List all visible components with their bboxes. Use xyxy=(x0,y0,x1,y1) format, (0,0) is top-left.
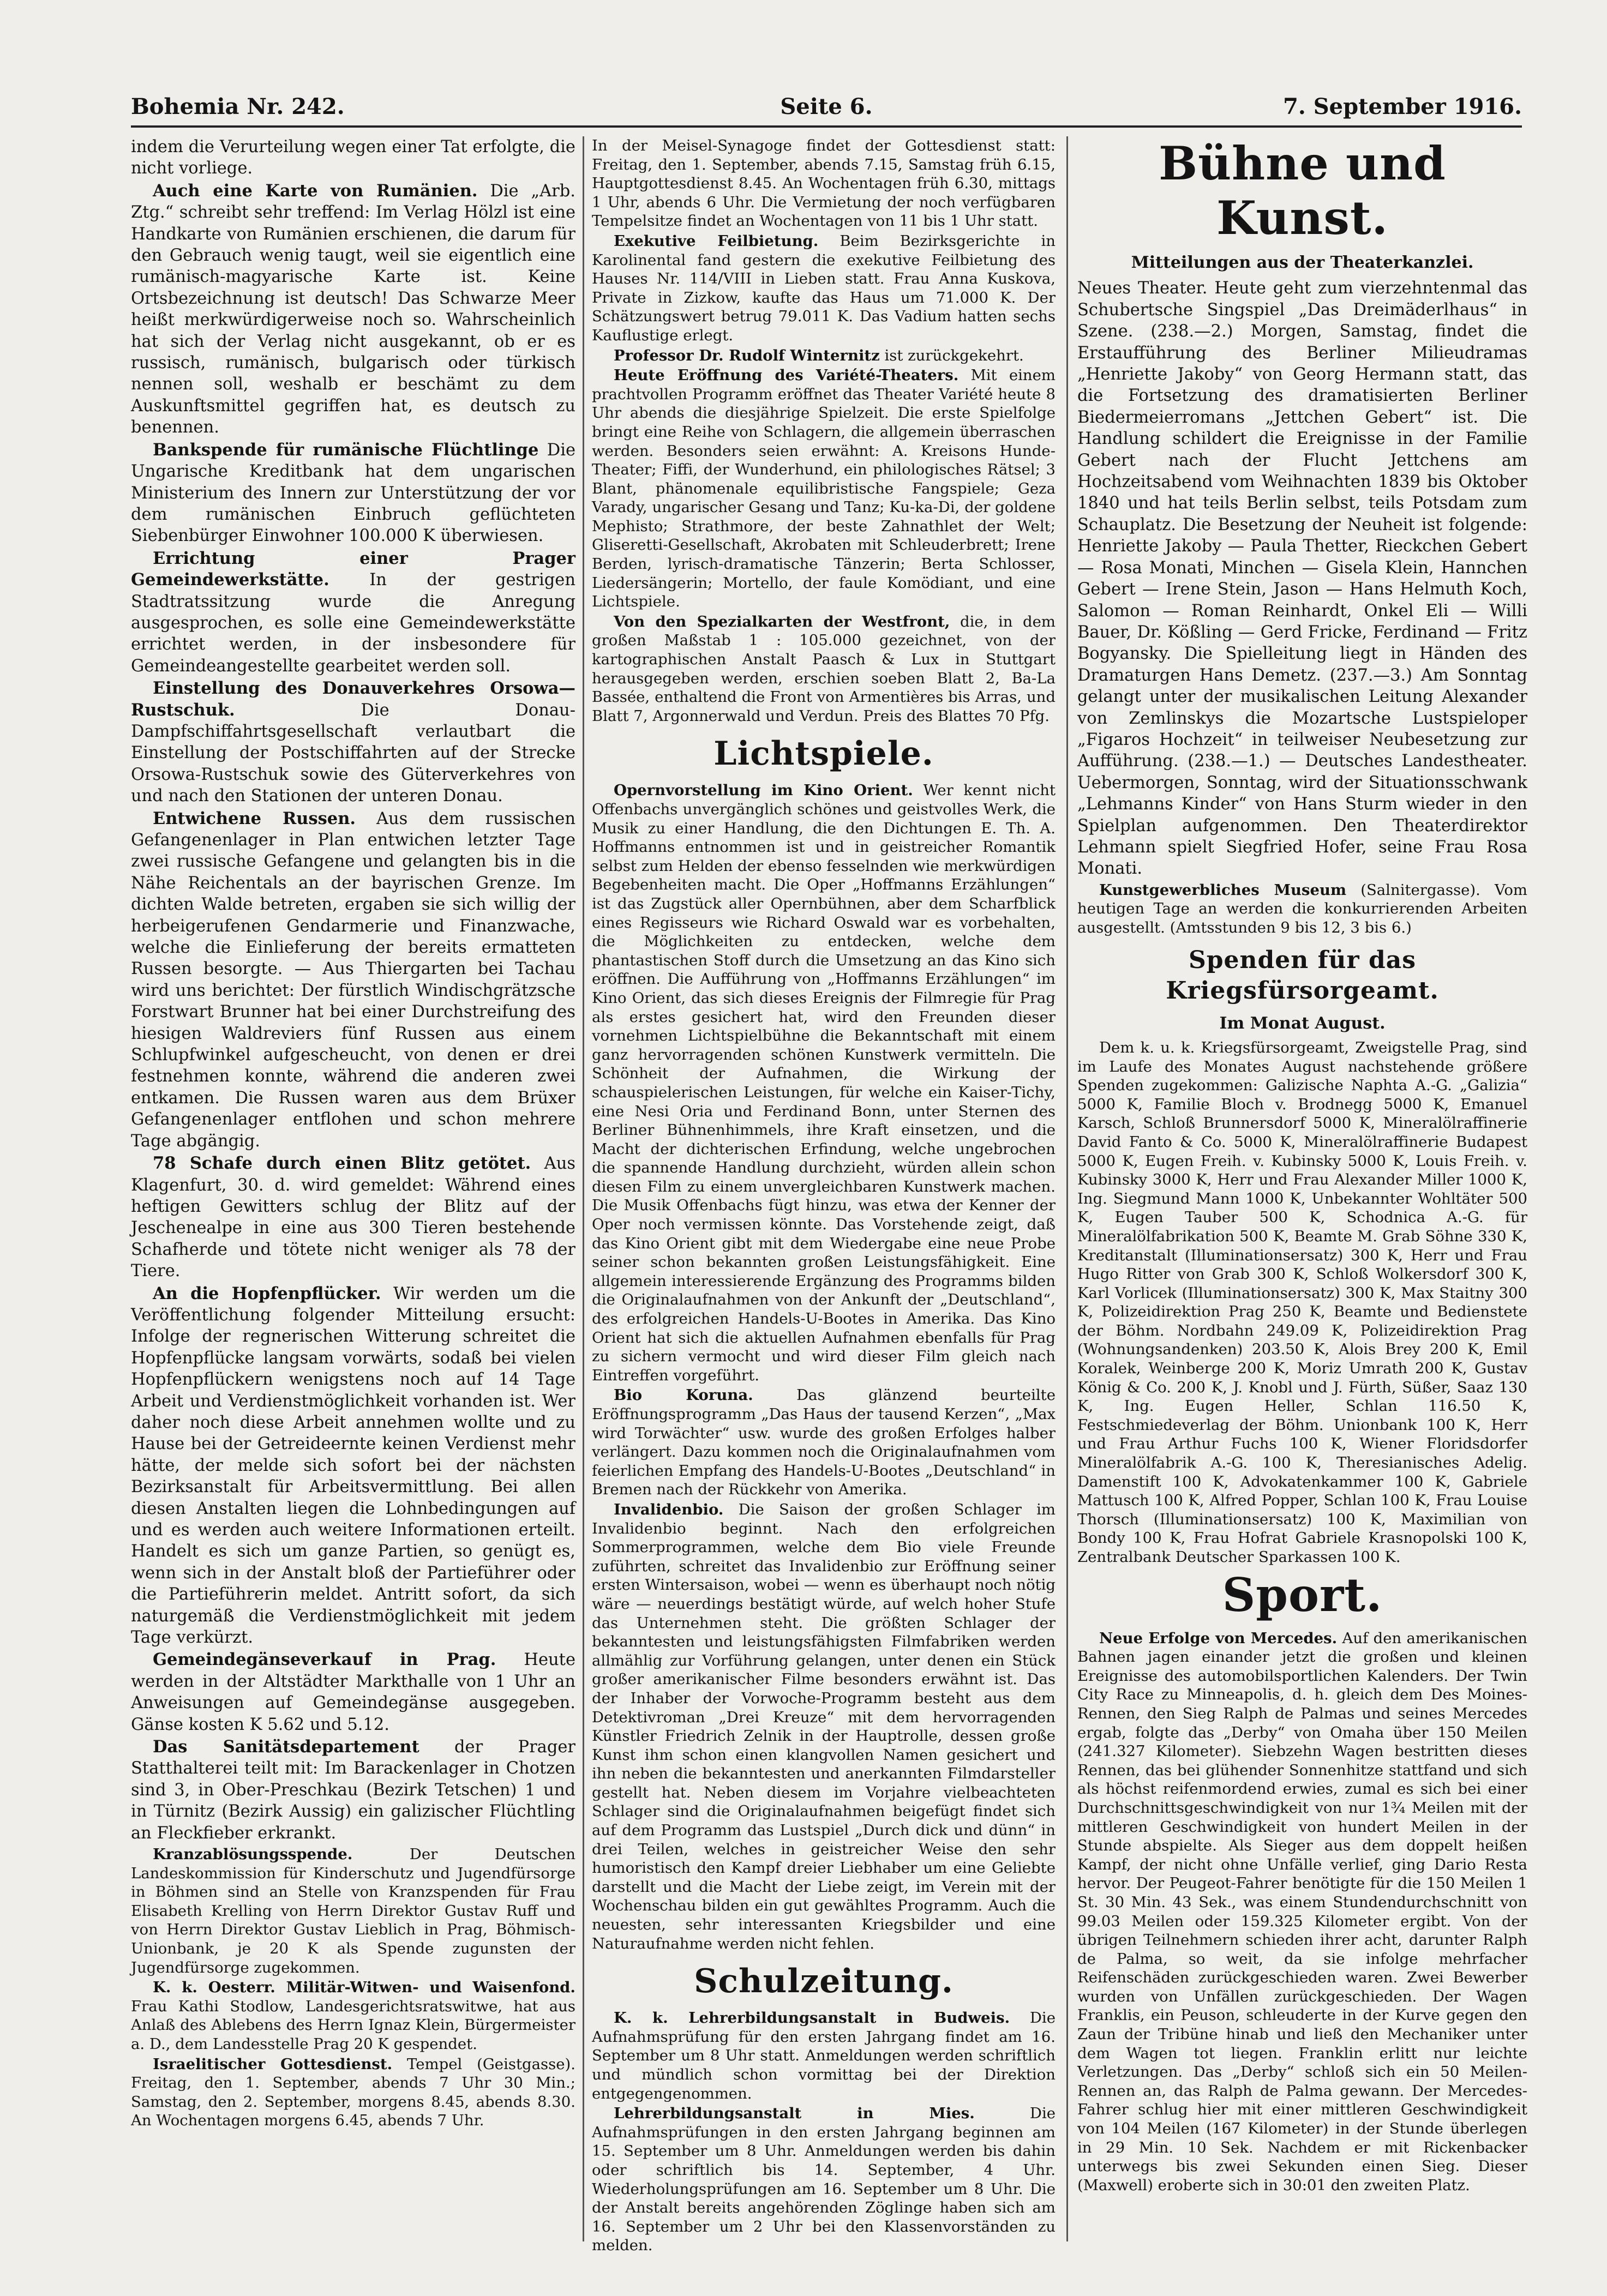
section-heading-lichtspiele: Lichtspiele. xyxy=(713,735,934,773)
article xyxy=(131,1649,575,1735)
article-text: Wer kennt nicht Offenbachs unvergänglich schönes und geistvolles Werk, die Musik zu einer Handlung, die den Dichtungen E. Th. A. Hoffmanns entnommen ist und in geistreicher Romantik selbst zum Helden der ebenso fesselnden wie merkwürdigen Begebenheiten macht. Die Oper „Hoffmanns Erzählungen“ ist das Zugstück aller Opernbühnen, aber dem Scharfblick eines Regisseurs wie Richard Oswald war es vorbehalten, die Möglichkeiten zu entdecken, welche dem phantastischen Stoff durch die Umsetzung an das Kino sich eröffnen. Die Aufführung von „Hoffmanns Erzählungen“ im Kino Orient, das sich dieses Ereignis der Filmregie für Prag als erstes gesichert hat, wird den Freunden dieser vornehmen Lichtspielbühne die Bekanntschaft mit einem ganz hervorragenden schönen Kunstwerk vermitteln. Die Schönheit der Aufnahmen, die Wirkung der schauspielerischen Leistungen, für welche ein Kaiser-Tichy, eine Nesi Oria und Ferdinand Bonn, unter Sternen des Berliner Bühnenhimmels, ihre Kraft einsetzen, und die Macht der dichterischen Erfindung, welche ungebrochen die spannende Handlung durchzieht, würden allein schon diesen Film zu einem unvergleichbaren Kunstwerk machen. Die Musik Offenbachs fügt hinzu, was etwa der Kenner der Oper noch vermissen könnte. Das Vorstehende zeigt, daß das Kino Orient gibt mit dem Wiedergabe eine neue Probe seiner schon bekannten großen Leistungsfähigkeit. Eine allgemein interessierende Ergänzung des Programms bilden die Originalaufnahmen von der Ankunft der „Deutschland“, des erfolgreichen Handels-U-Bootes in Amerika. Das Kino Orient hat sich die aktuellen Aufnahmen ebenfalls für Prag zu sichern vermocht und wird dieser Film gleich nach Eintreffen vorgeführt. xyxy=(592,782,1056,1384)
article-text: Der Deutschen Landeskommission für Kinderschutz und Jugendfürsorge in Böhmen sind an Stelle von Kranzspenden für Frau Elisabeth Krelling von Herrn Direktor Gustav Ruff und von Herrn Direktor Gustav Lieblich in Prag, Böhmisch-Unionbank, je 20 K als Spende zugunsten der Jugendfürsorge zugekommen. xyxy=(131,1846,575,1976)
article xyxy=(1077,1629,1527,2195)
article xyxy=(592,366,1056,611)
article-text: Die Aufnahmsprüfung für den ersten Jahrgang findet am 16. September um 8 Uhr statt. Anmeldungen werden schriftlich und mündlich schon vormittag bei der Direktion entgegengenommen. xyxy=(592,2009,1056,2102)
article xyxy=(131,548,575,677)
article-heading: Kunstgewerbliches Museum xyxy=(1099,881,1347,899)
article xyxy=(592,2009,1056,2103)
issue-date: 7. September 1916. xyxy=(1283,94,1522,119)
article xyxy=(131,1736,575,1844)
article-heading: Entwichene Russen. xyxy=(153,808,356,828)
article-text: Aus dem russischen Gefangenenlager in Plan entwichen letzter Tage zwei russische Gefangene und gelangten bis in die Nähe Reichentals an der bayrischen Grenze. Im dichten Walde betreten, ergaben sie sich willig der herbeigerufenen Gendarmerie und Finanzwache, welche die Einlieferung der bereits ermatteten Russen besorgte. — Aus Thiergarten bei Tachau wird uns berichtet: Der fürstlich Windischgrätzsche Forstwart Brunner hat bei einer Durchstreifung des hiesigen Waldreviers fünf Russen aus einem Schlupfwinkel aufgescheucht, von denen er drei festnehmen konnte, während die anderen zwei entkamen. Die Russen waren aus dem Brüxer Gefangenenlager entflohen und schon mehrere Tage abgängig. xyxy=(131,809,575,1151)
section-subheading: Mitteilungen aus der Theaterkanzlei. xyxy=(1131,253,1474,272)
article xyxy=(131,1978,575,2053)
article-heading: Von den Spezialkarten der Westfront, xyxy=(614,612,950,630)
article xyxy=(592,1500,1056,1953)
article xyxy=(592,2104,1056,2255)
article-heading: Exekutive Feilbietung. xyxy=(614,232,819,250)
article xyxy=(592,232,1056,345)
article-text: Tempel (Geistgasse). Freitag, den 1. September, abends 7 Uhr 30 Min.; Samstag, den 2. September, morgens 8.45, abends 8.30. An Wochentagen morgens 6.45, abends 7 Uhr. xyxy=(131,2055,576,2130)
article-heading: K. k. Lehrerbildungsanstalt in Budweis. xyxy=(614,2009,1010,2027)
article xyxy=(131,1153,575,1282)
article-heading: 78 Schafe durch einen Blitz getötet. xyxy=(153,1153,531,1174)
article-text: der Prager Statthalterei teilt mit: Im Barackenlager in Chotzen sind 3, in Ober-Preschkau (Bezirk Tetschen) 1 und in Türnitz (Bezirk Aussig) ein galizischer Flüchtling an Fleckfieber erkrankt. xyxy=(131,1738,575,1843)
article xyxy=(131,1845,575,1977)
article-heading: Errichtung einer Prager Gemeindewerkstätte. xyxy=(131,548,575,590)
article-text: Frau Kathi Stodlow, Landesgerichtsratswitwe, hat aus Anlaß des Ablebens des Herrn Ignaz Klein, Bürgermeister a. D., dem Landesstelle Prag 20 K gespendet. xyxy=(131,1997,575,2053)
article-heading: Invalidenbio. xyxy=(614,1500,724,1518)
article xyxy=(131,1283,575,1649)
article-text: Die Donau-Dampfschiffahrtsgesellschaft verlautbart die Einstellung der Postschiffahrten auf der Strecke Orsowa-Rustschuk sowie des Güterverkehres von und nach den Stationen der unteren Donau. xyxy=(131,700,575,806)
article-text: Die „Arb. Ztg.“ schreibt sehr treffend: Im Verlag Hölzl ist eine Handkarte von Rumänien erschienen, die darum für den Gebrauch wenig taugt, weil sie eigentlich eine rumänisch-magyarische Karte ist. Keine Ortsbezeichnung ist deutsch! Das Schwarze Meer heißt merkwürdigerweise noch so. Wahrscheinlich hat sich der Verlag nicht ausgekannt, ob er es russisch, rumänisch, bulgarisch oder türkisch nennen soll, weshalb er beschämt zu dem Auskunftsmittel gegriffen hat, es deutsch zu benennen. xyxy=(131,181,575,437)
article-text: Mit einem prachtvollen Programm eröffnet das Theater Variété heute 8 Uhr abends die diesjährige Spielzeit. Die erste Spielfolge bringt eine Reihe von Schlagern, die allgemein überraschen werden. Besonders seien erwähnt: A. Kreisons Hunde-Theater; Fiffi, der Wunderhund, ein philologisches Rätsel; 3 Blant, phänomenale equilibristische Fangspiele; Geza Varady, ungarischer Gesang und Tanz; Ku-ka-Di, der goldene Mephisto; Strathmore, der beste Zahnathlet der Welt; Gliseretti-Gesellschaft, Akrobaten mit Schleuderbrett; Irene Berden, lyrisch-dramatische Tänzerin; Berta Schlosser, Liedersängerin; Mortello, der faule Komödiant, und eine Lichtspiele. xyxy=(592,366,1056,611)
article-text: Auf den amerikanischen Bahnen jagen einander jetzt die großen und kleinen Ereignisse des automobilsportlichen Kalenders. Der Twin City Race zu Minneapolis, d. h. gleich dem Des Moines-Rennen, den Sieg Ralph de Palmas und seines Mercedes ergab, folgte das „Derby“ von Omaha über 150 Meilen (241.327 Kilometer). Siebzehn Wagen bestritten dieses Rennen, das bei glühender Sonnenhitze stattfand und sich als höchst reifenmordend erwies, zumal es sich bei einer Durchschnittsgeschwindigkeit von nur 1¾ Meilen mit der mittleren Geschwindigkeit von hundert Meilen in der Stunde abspielte. Als Sieger aus dem doppelt heißen Kampf, der nicht ohne Unfälle verlief, ging Dario Resta hervor. Der Peugeot-Fahrer benötigte für die 150 Meilen 1 St. 30 Min. 43 Sek., was einem Stundendurchschnitt von 99.03 Meilen oder 159.325 Kilometer ergibt. Von der übrigen Teilnehmern schieden ihrer acht, darunter Ralph de Palma, so weit, da sie infolge mehrfacher Reifenschäden zurückgeschieden waren. Zwei Bewerber wurden von Unfällen zurückgeschieden. Der Wagen Franklis, ein Peuson, schleuderte in der Kurve gegen den Zaun der Tribüne hinab und ließ den Mechaniker unter dem Wagen tot liegen. Franklin erlitt nur leichte Verletzungen. Das „Derby“ schloß sich ein 50 Meilen-Rennen an, das Ralph de Palma gewann. Der Mercedes-Fahrer schlug hier mit einer mittleren Geschwindigkeit von 104 Meilen (167 Kilometer) in der Stunde überlegen in 29 Min. 10 Sek. Nachdem er mit Rickenbacker unterwegs bis zwei Sekunden einen Sieg. Dieser (Maxwell) eroberte sich in 30:01 den zweiten Platz. xyxy=(1077,1629,1527,2194)
article-text: die, in dem großen Maßstab 1 : 105.000 gezeichnet, von der kartographischen Anstalt Paasch & Lux in Stuttgart herausgegeben werden, erschien soeben Blatt 2, Ba-La Bassée, enthaltend die Front von Armentières bis Arras, und Blatt 7, Argonnerwald und Verdun. Preis des Blattes 70 Pfg. xyxy=(592,612,1056,725)
article-text: Die Ungarische Kreditbank hat dem ungarischen Ministerium des Innern zur Unterstützung der vor dem rumänischen Einbruch geflüchteten Siebenbürger Einwohner 100.000 K überwiesen. xyxy=(131,440,575,546)
article-text: Aus Klagenfurt, 30. d. wird gemeldet: Während eines heftigen Gewitters schlug der Blitz auf der Jeschenealpe in eine aus 300 Tieren bestehende Schafherde und tötete nicht weniger als 78 der Tiere. xyxy=(131,1154,575,1281)
article-heading: Professor Dr. Rudolf Winternitz xyxy=(614,346,880,364)
article-heading: Opernvorstellung im Kino Orient. xyxy=(614,782,913,800)
article-text: Beim Bezirksgerichte in Karolinental fand gestern die exekutive Feilbietung des Hauses Nr. 114/VIII in Lieben statt. Frau Anna Kuskova, Private in Zizkow, kaufte das Haus um 71.000 K. Der Schätzungswert betrug 79.011 K. Das Vadium hatten sechs Kauflustige erlegt. xyxy=(592,232,1056,344)
article-heading: Neue Erfolge von Mercedes. xyxy=(1099,1629,1338,1647)
article xyxy=(592,781,1056,1385)
article-text: Heute werden in der Altstädter Markthalle von 1 Uhr an Anweisungen auf Gemeindegänse ausgegeben. Gänse kosten K 5.62 und 5.12. xyxy=(131,1650,575,1734)
article-heading: Kranzablösungsspende. xyxy=(153,1846,353,1864)
article-text: ist zurückgekehrt. xyxy=(884,346,1024,364)
article-heading: An die Hopfenpflücker. xyxy=(153,1283,381,1303)
article-text: Die Aufnahmsprüfungen in den ersten Jahrgang beginnen am 15. September um 8 Uhr. Anmeldungen werden bis dahin oder schriftlich bis 14. September, 4 Uhr. Wiederholungsprüfungen am 16. September um 8 Uhr. Die der Anstalt bereits angehörenden Zöglinge haben sich am 16. September um 2 Uhr bei den Klassenvorständen zu melden. xyxy=(592,2105,1056,2255)
article-text: In der Meisel-Synagoge findet der Gottesdienst statt: Freitag, den 1. September, abends 7.15, Samstag früh 6.15, Hauptgottesdienst 8.45. An Wochentagen früh 6.30, mittags 1 Uhr, abends 6 Uhr. Die Vermietung der noch verfügbaren Tempelsitze findet an Wochentagen von 11 bis 1 Uhr statt. xyxy=(592,137,1056,230)
article xyxy=(592,1386,1056,1499)
article xyxy=(131,2055,575,2130)
column-divider xyxy=(1066,136,1068,2241)
article-heading: Gemeindegänseverkauf in Prag. xyxy=(153,1650,496,1670)
article-heading: Das Sanitätsdepartement xyxy=(153,1737,419,1757)
column-left xyxy=(131,136,575,2241)
column-middle xyxy=(592,136,1056,2255)
section-heading-sport: Sport. xyxy=(1222,1567,1383,1622)
article-text: Wir werden um die Veröffentlichung folgender Mitteilung ersucht: Infolge der regnerischen Witterung schreitet die Hopfenpflücke langsam vorwärts, sodaß bei vielen Hopfenpflückern wenigstens noch auf 14 Tage Arbeit und Verdienstmöglichkeit vorhanden ist. Wer daher noch diese Arbeit annehmen wollte und zu Hause bei der Getreideernte keinen Verdienst mehr hätte, der melde sich sofort bei der nächsten Bezirksanstalt für Arbeitsvermittlung. Bei allen diesen Anstalten liegen die Lohnbedingungen auf und es werden auch weitere Informationen erteilt. Handelt es sich um ganze Partien, so genügt es, wenn sich in der Anstalt bloß der Partieführer oder die Partieführerin meldet. Antritt sofort, da sich naturgemäß die Verdienstmöglichkeit mit jedem Tage verkürzt. xyxy=(131,1284,575,1648)
article-heading: Heute Eröffnung des Variété-Theaters. xyxy=(614,366,959,384)
article-text: (Salnitergasse). Vom heutigen Tage an werden die konkurrierenden Arbeiten ausgestellt. (Amtsstunden 9 bis 12, 3 bis 6.) xyxy=(1077,881,1527,936)
article xyxy=(131,808,575,1152)
article-text: In der gestrigen Stadtratssitzung wurde die Anregung ausgesprochen, es solle eine Gemeindewerkstätte errichtet werden, in der insbesondere für Gemeindeangestellte gearbeitet werden soll. xyxy=(131,570,575,676)
article-text: Das glänzend beurteilte Eröffnungsprogramm „Das Haus der tausend Kerzen“, „Max wird Torwächter“ usw. wurde des großen Erfolges halber verlängert. Dazu kommen noch die Originalaufnahmen vom feierlichen Empfang des Handels-U-Bootes „Deutschland“ in Bremen nach der Rückkehr von Amerika. xyxy=(592,1386,1056,1499)
article xyxy=(592,612,1056,726)
section-subheading: Im Monat August. xyxy=(1219,1013,1386,1033)
article xyxy=(131,440,575,547)
article-text: Die Saison der großen Schlager im Invalidenbio beginnt. Nach den erfolgreichen Sommerprogrammen, welche dem Bio viele Freunde zuführten, schreitet das Invalidenbio zur Eröffnung seiner ersten Wintersaison, wobei — wenn es überhaupt noch nötig wäre — neuerdings bestätigt würde, auf welch hoher Stufe das Unternehmen steht. Die größten Schlager der bekanntesten und leistungsfähigsten Filmfabriken werden allmählig zur Vorführung gelangen, unter denen ein Stück großer amerikanischer Filme besonders erwähnt ist. Das der Inhaber der Vorwoche-Programm besteht aus dem Detektivroman „Drei Kreuze“ mit dem hervorragenden Künstler Friedrich Zelnik in der Hauptrolle, dessen große Kunst ihm schon einen klangvollen Namen gesichert und ihn neben die bekanntesten und anerkannten Filmdarsteller gestellt hat. Neben diesem im Vorjahre vielbeachteten Schlager sind die Originalaufnahmen beigefügt findet sich auf dem Programm das Lustspiel „Durch dick und dünn“ in drei Teilen, welches in geistreicher Weise den sehr humoristisch den Kampf dreier Liebhaber um eine Geliebte darstellt und die Macht der Liebe zeigt, im Verein mit der Wochenschau bilden ein gut gewähltes Programm. Auch die neuesten, sehr interessanten Kriegsbilder und eine Naturaufnahme werden nicht fehlen. xyxy=(592,1500,1056,1952)
article-heading: K. k. Oesterr. Militär-Witwen- und Waisenfond. xyxy=(153,1979,575,1997)
section-heading-schulzeitung: Schulzeitung. xyxy=(694,1962,954,2001)
article-heading: Bankspende für rumänische Flüchtlinge xyxy=(153,440,539,460)
article xyxy=(131,678,575,807)
article-heading: Bio Koruna. xyxy=(614,1386,753,1404)
column-right xyxy=(1077,136,1527,2241)
article xyxy=(1077,881,1527,937)
column-divider xyxy=(583,136,584,2241)
article-heading: Einstellung des Donauverkehres Orsowa—Rustschuk. xyxy=(131,678,575,720)
issue-number: Bohemia Nr. 242. xyxy=(131,94,345,119)
page-header xyxy=(131,82,1522,128)
article-text: Dem k. u. k. Kriegsfürsorgeamt, Zweigstelle Prag, sind im Laufe des Monates August nachstehende größere Spenden zugekommen: Galizische Naphta A.-G. „Galizia“ 5000 K, Familie Bloch v. Brodnegg 5000 K, Emanuel Karsch, Schloß Brunnersdorf 5000 K, Mineralölraffinerie David Fanto & Co. 5000 K, Mineralölraffinerie Budapest 5000 K, Eugen Freih. v. Kubinsky 5000 K, Louis Freih. v. Kubinsky 3000 K, Herr und Frau Alexander Miller 1000 K, Ing. Siegmund Mann 1000 K, Unbekannter Wohltäter 500 K, Eugen Tauber 500 K, Schodnica A.-G. für Mineralölfabrikation 500 K, Beamte M. Grab Söhne 330 K, Kreditanstalt (Illuminationsersatz) 300 K, Herr und Frau Hugo Ritter von Grab 300 K, Schloß Wolkersdorf 300 K, Karl Vorlicek (Illuminationsersatz) 300 K, Max Staitny 300 K, Polizeidirektion Prag 250 K, Beamte und Bedienstete der Böhm. Nordbahn 249.09 K, Polizeidirektion Prag (Wohnungsandenken) 203.50 K, Alois Brey 200 K, Emil Koralek, Weinberge 200 K, Moriz Umrath 200 K, Gustav König & Co. 200 K, J. Knobl und J. Fürth, Süßer, Saaz 130 K, Ing. Eugen Heller, Schlan 116.50 K, Festschmiedeverlag der Böhm. Unionbank 100 K, Herr und Frau Arthur Fuchs 100 K, Wiener Floridsdorfer Mineralölfabrik A.-G. 100 K, Theresianisches Adelig. Damenstift 100 K, Advokatenkammer 100 K, Gabriele Mattusch 100 K, Alfred Popper, Schlan 100 K, Frau Louise Thorsch (Illuminationsersatz) 100 K, Maximilian von Bondy 100 K, Frau Hofrat Gabriele Krasnopolski 100 K, Zentralbank Deutscher Sparkassen 100 K. xyxy=(1077,1038,1527,1566)
article-text: indem die Verurteilung wegen einer Tat erfolgte, die nicht vorliege. xyxy=(131,137,575,178)
article-text: Neues Theater. Heute geht zum vierzehntenmal das Schubertsche Singspiel „Das Dreimäderlhaus“ in Szene. (238.—2.) Morgen, Samstag, findet die Erstaufführung des Berliner Milieudramas „Henriette Jakoby“ von Georg Hermann statt, das die Fortsetzung des dramatisierten Berliner Biedermeierromans „Jettchen Gebert“ ist. Die Handlung schildert die Ereignisse in der Familie Gebert nach der Flucht Jettchens am Hochzeitsabend vom Weihnachten 1839 bis Oktober 1840 und hat teils Berlin selbst, teils Potsdam zum Schauplatz. Die Besetzung der Neuheit ist folgende: Henriette Jakoby — Paula Thetter, Rieckchen Gebert — Rosa Monati, Minchen — Gisela Klein, Hannchen Gebert — Irene Stein, Jason — Hans Helmuth Koch, Salomon — Roman Reinhardt, Onkel Eli — Willi Bauer, Dr. Kößling — Gerd Fricke, Ferdinand — Fritz Bogyansky. Die Spielleitung liegt in Händen des Dramaturgen Hans Demetz. (237.—3.) Am Sonntag gelangt unter der musikalischen Leitung Alexander von Zemlinskys die Mozartsche Lustspieloper „Figaros Hochzeit“ in teilweiser Neubesetzung zur Aufführung. (238.—1.) — Deutsches Landestheater. Uebermorgen, Sonntag, wird der Situationsschwank „Lehmanns Kinder“ von Hans Sturm wieder in den Spielplan aufgenommen. Den Theaterdirektor Lehmann spielt Siegfried Hofer, seine Frau Rosa Monati. xyxy=(1077,279,1527,879)
article-heading: Lehrerbildungsanstalt in Mies. xyxy=(614,2105,975,2123)
article xyxy=(131,181,575,438)
section-heading-buehne-und-kunst: Bühne und Kunst. xyxy=(1159,136,1446,245)
article-heading: Israelitischer Gottesdienst. xyxy=(153,2055,393,2073)
article-heading: Auch eine Karte von Rumänien. xyxy=(153,181,478,201)
page-number: Seite 6. xyxy=(780,94,873,119)
section-heading-spenden: Spenden für das Kriegsfürsorgeamt. xyxy=(1166,946,1439,1005)
article xyxy=(592,346,1056,365)
